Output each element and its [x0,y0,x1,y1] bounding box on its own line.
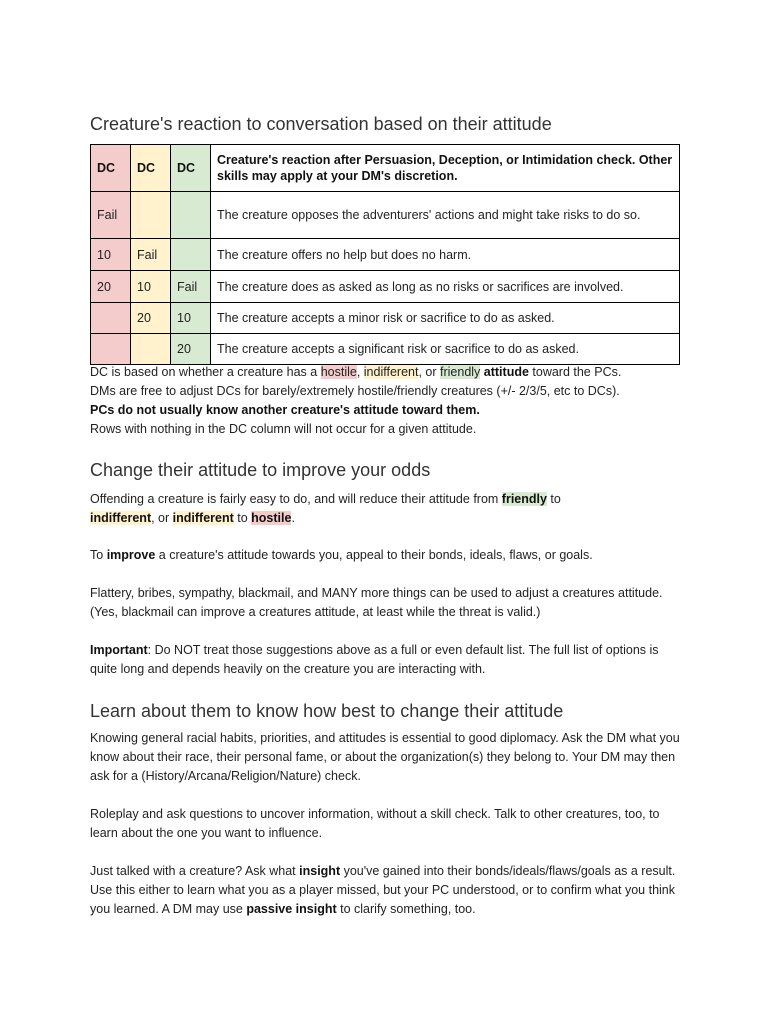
cell-dc-friendly: 20 [171,334,211,365]
note-line-2: DMs are free to adjust DCs for barely/extremely hostile/friendly creatures (+/- 2/3/5, etc to DCs). [90,384,620,398]
indifferent-highlight: indifferent [172,511,234,525]
paragraph-improve: To improve a creature's attitude towards you, appeal to their bonds, ideals, flaws, or goals. [90,548,593,562]
indifferent-highlight: indifferent [363,365,419,379]
cell-dc-indifferent [131,192,171,239]
heading-change-attitude: Change their attitude to improve your odds [90,460,431,480]
cell-dc-indifferent: Fail [131,239,171,271]
paragraph-offending: Offending a creature is fairly easy to do, and will reduce their attitude from friendly to indifferent, or indifferent to hostile. [90,492,561,525]
cell-reaction: The creature does as asked as long as no risks or sacrifices are involved. [211,271,680,303]
heading-learn: Learn about them to know how best to change their attitude [90,701,564,721]
cell-reaction: The creature accepts a minor risk or sacrifice to do as asked. [211,303,680,334]
cell-dc-friendly [171,239,211,271]
paragraph-insight: Just talked with a creature? Ask what insight you've gained into their bonds/ideals/flaws/goals as a result. Use this either to learn what you as a player missed, but your PC understood, or to confirm what you think you learned. A DM may use passive insight to clarify something, too. [90,864,676,916]
note-line-1: DC is based on whether a creature has a hostile, indifferent, or friendly attitude toward the PCs. [90,365,622,379]
header-dc-hostile: DC [91,145,131,192]
paragraph-important: Important: Do NOT treat those suggestions above as a full or even default list. The full list of options is quite long and depends heavily on the creature you are interacting with. [90,643,659,676]
cell-dc-hostile: Fail [91,192,131,239]
cell-dc-indifferent: 10 [131,271,171,303]
reaction-table [90,144,680,365]
indifferent-highlight: indifferent [90,511,152,525]
table-row [91,239,680,271]
hostile-highlight: hostile [320,365,357,379]
paragraph-flattery: Flattery, bribes, sympathy, blackmail, and MANY more things can be used to adjust a creatures attitude. (Yes, blackmail can improve a creatures attitude, at least while the threat is valid.) [90,586,663,619]
paragraph-knowing: Knowing general racial habits, priorities, and attitudes is essential to good diplomacy. Ask the DM what you know about their race, their personal fame, or about the organization(s) they belong to. Your DM may then ask for a (History/Arcana/Religion/Nature) check. [90,731,680,783]
friendly-highlight: friendly [440,365,481,379]
cell-dc-hostile [91,334,131,365]
paragraph-roleplay: Roleplay and ask questions to uncover information, without a skill check. Talk to other creatures, too, to learn about the one you want to influence. [90,807,660,840]
note-line-4: Rows with nothing in the DC column will not occur for a given attitude. [90,422,477,436]
cell-reaction: The creature offers no help but does no harm. [211,239,680,271]
table-row [91,271,680,303]
cell-dc-friendly [171,192,211,239]
cell-dc-hostile: 20 [91,271,131,303]
hostile-highlight: hostile [251,511,292,525]
cell-dc-friendly: Fail [171,271,211,303]
cell-dc-indifferent: 20 [131,303,171,334]
table-header-row [91,145,680,192]
table-row [91,192,680,239]
cell-reaction: The creature opposes the adventurers' actions and might take risks to do so. [211,192,680,239]
cell-dc-hostile: 10 [91,239,131,271]
header-reaction: Creature's reaction after Persuasion, Deception, or Intimidation check. Other skills may apply at your DM's discretion. [211,145,680,192]
heading-reaction: Creature's reaction to conversation based on their attitude [90,114,552,134]
dc-notes [90,363,685,439]
cell-dc-indifferent [131,334,171,365]
header-dc-friendly: DC [171,145,211,192]
table-row [91,303,680,334]
attitude-bold: attitude [483,365,529,379]
cell-reaction: The creature accepts a significant risk or sacrifice to do as asked. [211,334,680,365]
note-line-3: PCs do not usually know another creature's attitude toward them. [90,403,480,417]
cell-dc-friendly: 10 [171,303,211,334]
cell-dc-hostile [91,303,131,334]
friendly-highlight: friendly [501,492,547,506]
header-dc-indifferent: DC [131,145,171,192]
table-row [91,334,680,365]
